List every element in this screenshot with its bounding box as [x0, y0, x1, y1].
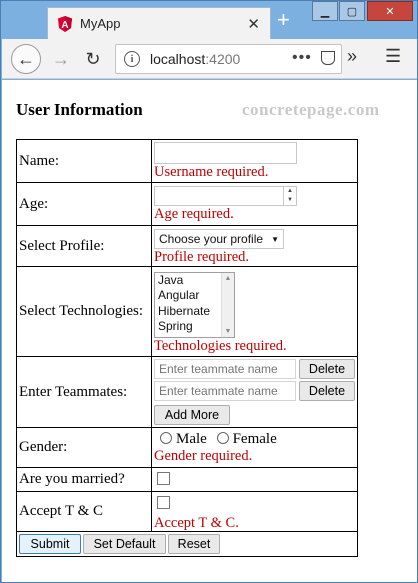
profile-label: Select Profile: [17, 226, 152, 267]
spinner-icon[interactable]: ▲ ▼ [283, 187, 296, 205]
back-arrow-icon[interactable]: ← [11, 44, 41, 74]
delete-button[interactable]: Delete [299, 381, 355, 401]
row-technologies [17, 267, 358, 357]
close-icon[interactable]: ✕ [247, 16, 260, 33]
chevron-down-icon: ▼ [271, 234, 279, 244]
teammate-row [154, 359, 355, 379]
teammate-input[interactable] [154, 381, 296, 401]
gender-cell [152, 428, 358, 468]
page-actions-icon[interactable]: ••• [292, 49, 312, 66]
age-error: Age required. [154, 206, 234, 222]
scrollbar[interactable] [221, 273, 234, 337]
gender-error: Gender required. [154, 448, 253, 464]
married-cell [152, 468, 358, 492]
row-terms [17, 492, 358, 532]
gender-female-radio[interactable] [217, 432, 229, 444]
gender-label: Gender: [17, 428, 152, 468]
name-input[interactable] [154, 142, 297, 164]
gender-male-radio[interactable] [160, 432, 172, 444]
add-more-button[interactable]: Add More [154, 405, 230, 425]
gender-female-label: Female [232, 431, 277, 447]
row-name [17, 140, 358, 183]
terms-cell [152, 492, 358, 532]
row-gender [17, 428, 358, 468]
terms-error: Accept T & C. [154, 515, 239, 531]
terms-checkbox[interactable] [157, 496, 170, 509]
nav-bar [2, 39, 417, 79]
page-title: User Information [16, 100, 143, 119]
tab-title: MyApp [80, 16, 121, 31]
teammates-label: Enter Teammates: [17, 357, 152, 428]
list-item[interactable]: Spring [158, 319, 193, 333]
technologies-cell [152, 267, 358, 357]
buttons-cell [17, 532, 358, 557]
name-label: Name: [17, 140, 152, 183]
row-buttons [17, 532, 358, 557]
name-error: Username required. [154, 164, 269, 180]
list-item[interactable]: Hibernate [158, 303, 211, 318]
user-form-table [16, 139, 358, 557]
name-cell [152, 140, 358, 183]
maximize-icon[interactable]: ▢ [339, 1, 365, 21]
row-teammates [17, 357, 358, 428]
hamburger-menu-icon[interactable]: ☰ [385, 46, 402, 66]
new-tab-icon[interactable]: + [277, 7, 290, 32]
pocket-icon[interactable] [321, 51, 335, 65]
reset-button[interactable]: Reset [168, 534, 220, 554]
technologies-error: Technologies required. [154, 337, 287, 354]
technologies-listbox[interactable] [154, 272, 235, 338]
list-item[interactable]: Java [158, 272, 184, 287]
profile-cell [152, 226, 358, 267]
delete-button[interactable]: Delete [299, 359, 355, 379]
page-content [2, 80, 417, 582]
svg-text:A: A [61, 19, 69, 31]
tab-myapp[interactable] [47, 7, 271, 39]
list-item[interactable]: Angular [158, 288, 200, 302]
window-close-icon[interactable]: ✕ [367, 1, 413, 21]
gender-male-label: Male [176, 431, 207, 447]
age-label: Age: [17, 183, 152, 226]
info-icon[interactable]: i [124, 51, 140, 67]
teammates-cell [152, 357, 358, 428]
profile-error: Profile required. [154, 249, 250, 265]
angular-icon [58, 16, 72, 32]
scroll-up-icon[interactable]: ▲ [224, 274, 232, 282]
married-label: Are you married? [17, 468, 152, 492]
row-age [17, 183, 358, 226]
teammate-input[interactable] [154, 359, 296, 379]
set-default-button[interactable]: Set Default [83, 534, 166, 554]
teammate-row [154, 381, 355, 401]
overflow-chevron-icon[interactable]: » [347, 46, 358, 66]
form-actions [19, 532, 355, 556]
profile-select[interactable]: Choose your profile ▼ [154, 229, 284, 249]
forward-arrow-icon[interactable]: → [52, 48, 70, 69]
married-checkbox[interactable] [157, 472, 170, 485]
terms-label: Accept T & C [17, 492, 152, 532]
age-input[interactable] [154, 186, 297, 206]
row-profile [17, 226, 358, 267]
tab-bar [1, 1, 417, 39]
scroll-down-icon[interactable]: ▼ [224, 327, 232, 335]
reload-icon[interactable]: ↻ [85, 48, 101, 69]
row-married [17, 468, 358, 492]
age-cell [152, 183, 358, 226]
submit-button[interactable]: Submit [19, 534, 81, 554]
minimize-icon[interactable]: ▁ [312, 1, 338, 21]
brand-logo-text: concretepage.com [242, 100, 380, 119]
url-text: localhost:4200 [150, 51, 241, 67]
address-bar[interactable] [115, 44, 342, 74]
technologies-label: Select Technologies: [17, 267, 152, 357]
